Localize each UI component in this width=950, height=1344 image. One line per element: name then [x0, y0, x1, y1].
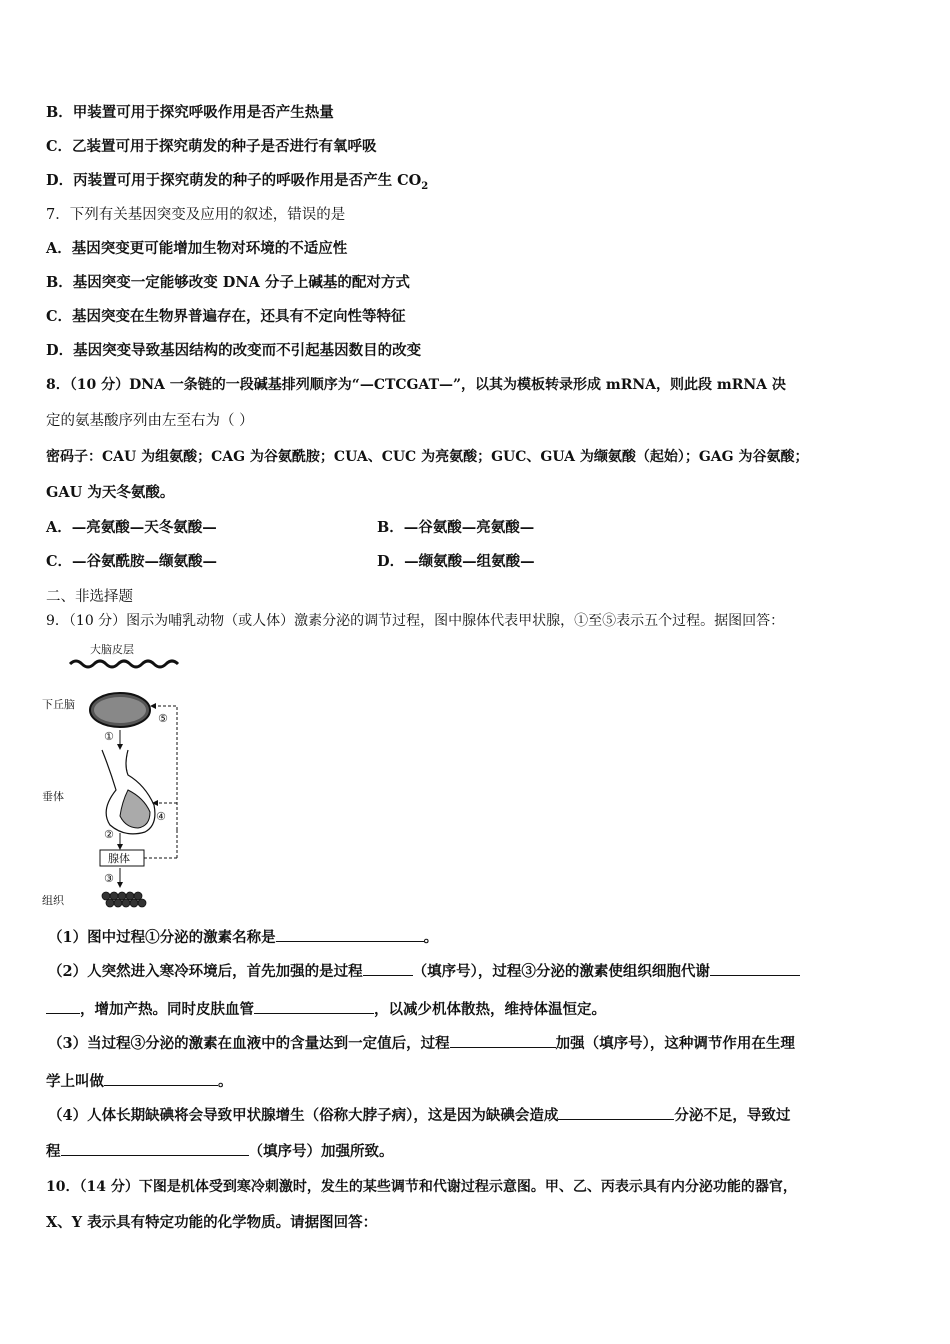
arrow-2 — [117, 844, 123, 850]
answer-blank[interactable] — [558, 1105, 674, 1120]
q7-option-a: A．基因突变更可能增加生物对环境的不适应性 — [46, 240, 348, 257]
arrow-1 — [117, 744, 123, 750]
answer-blank[interactable] — [46, 999, 80, 1014]
q9-sub1: （1）图中过程①分泌的激素名称是 。 — [48, 929, 439, 946]
q8-codons-line2: GAU 为天冬氨酸。 — [46, 484, 175, 501]
label-cortex: 大脑皮层 — [90, 643, 134, 656]
q9-sub2-line1: （2）人突然进入寒冷环境后，首先加强的是过程 （填序号），过程③分泌的激素使组织细胞代谢 — [48, 961, 800, 982]
q8-option-c: C．—谷氨酰胺—缬氨酸— — [46, 553, 218, 570]
q9-sub3-line1: （3）当过程③分泌的激素在血液中的含量达到一定值后，过程 加强（填序号），这种调节作用在生理 — [48, 1035, 795, 1052]
q8-option-a: A．—亮氨酸—天冬氨酸— — [46, 519, 217, 536]
cortex-wave — [70, 661, 178, 667]
q6-option-d: D．丙装置可用于探究萌发的种子的呼吸作用是否产生 $CO_2$ — [46, 172, 429, 192]
hormone-regulation-diagram — [40, 640, 200, 912]
q7-option-c: C．基因突变在生物界普遍存在，还具有不定向性等特征 — [46, 308, 406, 325]
q8-stem-line1: 8．（10 分）DNA 一条链的一段碱基排列顺序为“—CTCGAT—”，以其为模板转录形成 mRNA，则此段 mRNA 决 — [46, 377, 786, 393]
label-p1: ① — [104, 730, 114, 743]
q9-sub2-line2: ，增加产热。同时皮肤血管 ，以减少机体散热，维持体温恒定。 — [46, 999, 606, 1020]
answer-blank[interactable] — [104, 1071, 218, 1086]
answer-blank[interactable] — [710, 961, 800, 976]
label-gland: 腺体 — [108, 852, 130, 865]
tissue-cells — [102, 892, 146, 907]
arrow-3 — [117, 882, 123, 888]
q8-options-row1 — [46, 518, 535, 538]
q10-stem-line2: X、Y 表示具有特定功能的化学物质。请据图回答： — [46, 1214, 378, 1231]
arrow-5 — [150, 703, 156, 709]
answer-blank[interactable] — [61, 1141, 249, 1156]
q9-stem: 9．（10 分）图示为哺乳动物（或人体）激素分泌的调节过程，图中腺体代表甲状腺，①至⑤表示五个过程。据图回答： — [46, 613, 785, 629]
q8-option-b: B．—谷氨酸—亮氨酸— — [377, 519, 535, 536]
label-pituitary: 垂体 — [42, 790, 64, 803]
q6-option-c: C．乙装置可用于探究萌发的种子是否进行有氧呼吸 — [46, 138, 377, 155]
label-tissue: 组织 — [42, 894, 64, 907]
label-p5: ⑤ — [158, 712, 168, 725]
q10-stem-line1: 10．（14 分）下图是机体受到寒冷刺激时，发生的某些调节和代谢过程示意图。甲、乙、丙表示具有内分泌功能的器官， — [46, 1179, 797, 1195]
q9-sub4-line1: （4）人体长期缺碘将会导致甲状腺增生（俗称大脖子病），这是因为缺碘会造成 分泌不足，导致过 — [48, 1107, 791, 1124]
q8-stem-line2: 定的氨基酸序列由左至右为（ ） — [46, 413, 254, 429]
answer-blank[interactable] — [363, 961, 413, 976]
answer-blank[interactable] — [450, 1033, 556, 1048]
hypothalamus-inner — [94, 697, 146, 723]
q6-option-b: B．甲装置可用于探究呼吸作用是否产生热量 — [46, 104, 334, 121]
q8-codons-line1: 密码子：CAU 为组氨酸；CAG 为谷氨酰胺；CUA、CUC 为亮氨酸；GUC、GUA 为缬氨酸（起始）；GAG 为谷氨酸； — [46, 449, 809, 465]
label-p3: ③ — [104, 872, 114, 885]
answer-blank[interactable] — [254, 999, 374, 1014]
label-hypothalamus: 下丘脑 — [42, 698, 75, 711]
q7-stem: 7．下列有关基因突变及应用的叙述，错误的是 — [46, 207, 346, 223]
q7-option-d: D．基因突变导致基因结构的改变而不引起基因数目的改变 — [46, 342, 422, 359]
label-p2: ② — [104, 828, 114, 841]
q9-sub3-line2: 学上叫做 。 — [46, 1073, 233, 1090]
section-title: 二、非选择题 — [46, 589, 133, 605]
answer-blank[interactable] — [276, 927, 424, 942]
label-p4: ④ — [156, 810, 166, 823]
q8-options-row2 — [46, 552, 535, 572]
q9-sub4-line2: 程 （填序号）加强所致。 — [46, 1143, 394, 1160]
q7-option-b: B．基因突变一定能够改变 DNA 分子上碱基的配对方式 — [46, 274, 410, 291]
q8-option-d: D．—缬氨酸—组氨酸— — [377, 553, 535, 570]
